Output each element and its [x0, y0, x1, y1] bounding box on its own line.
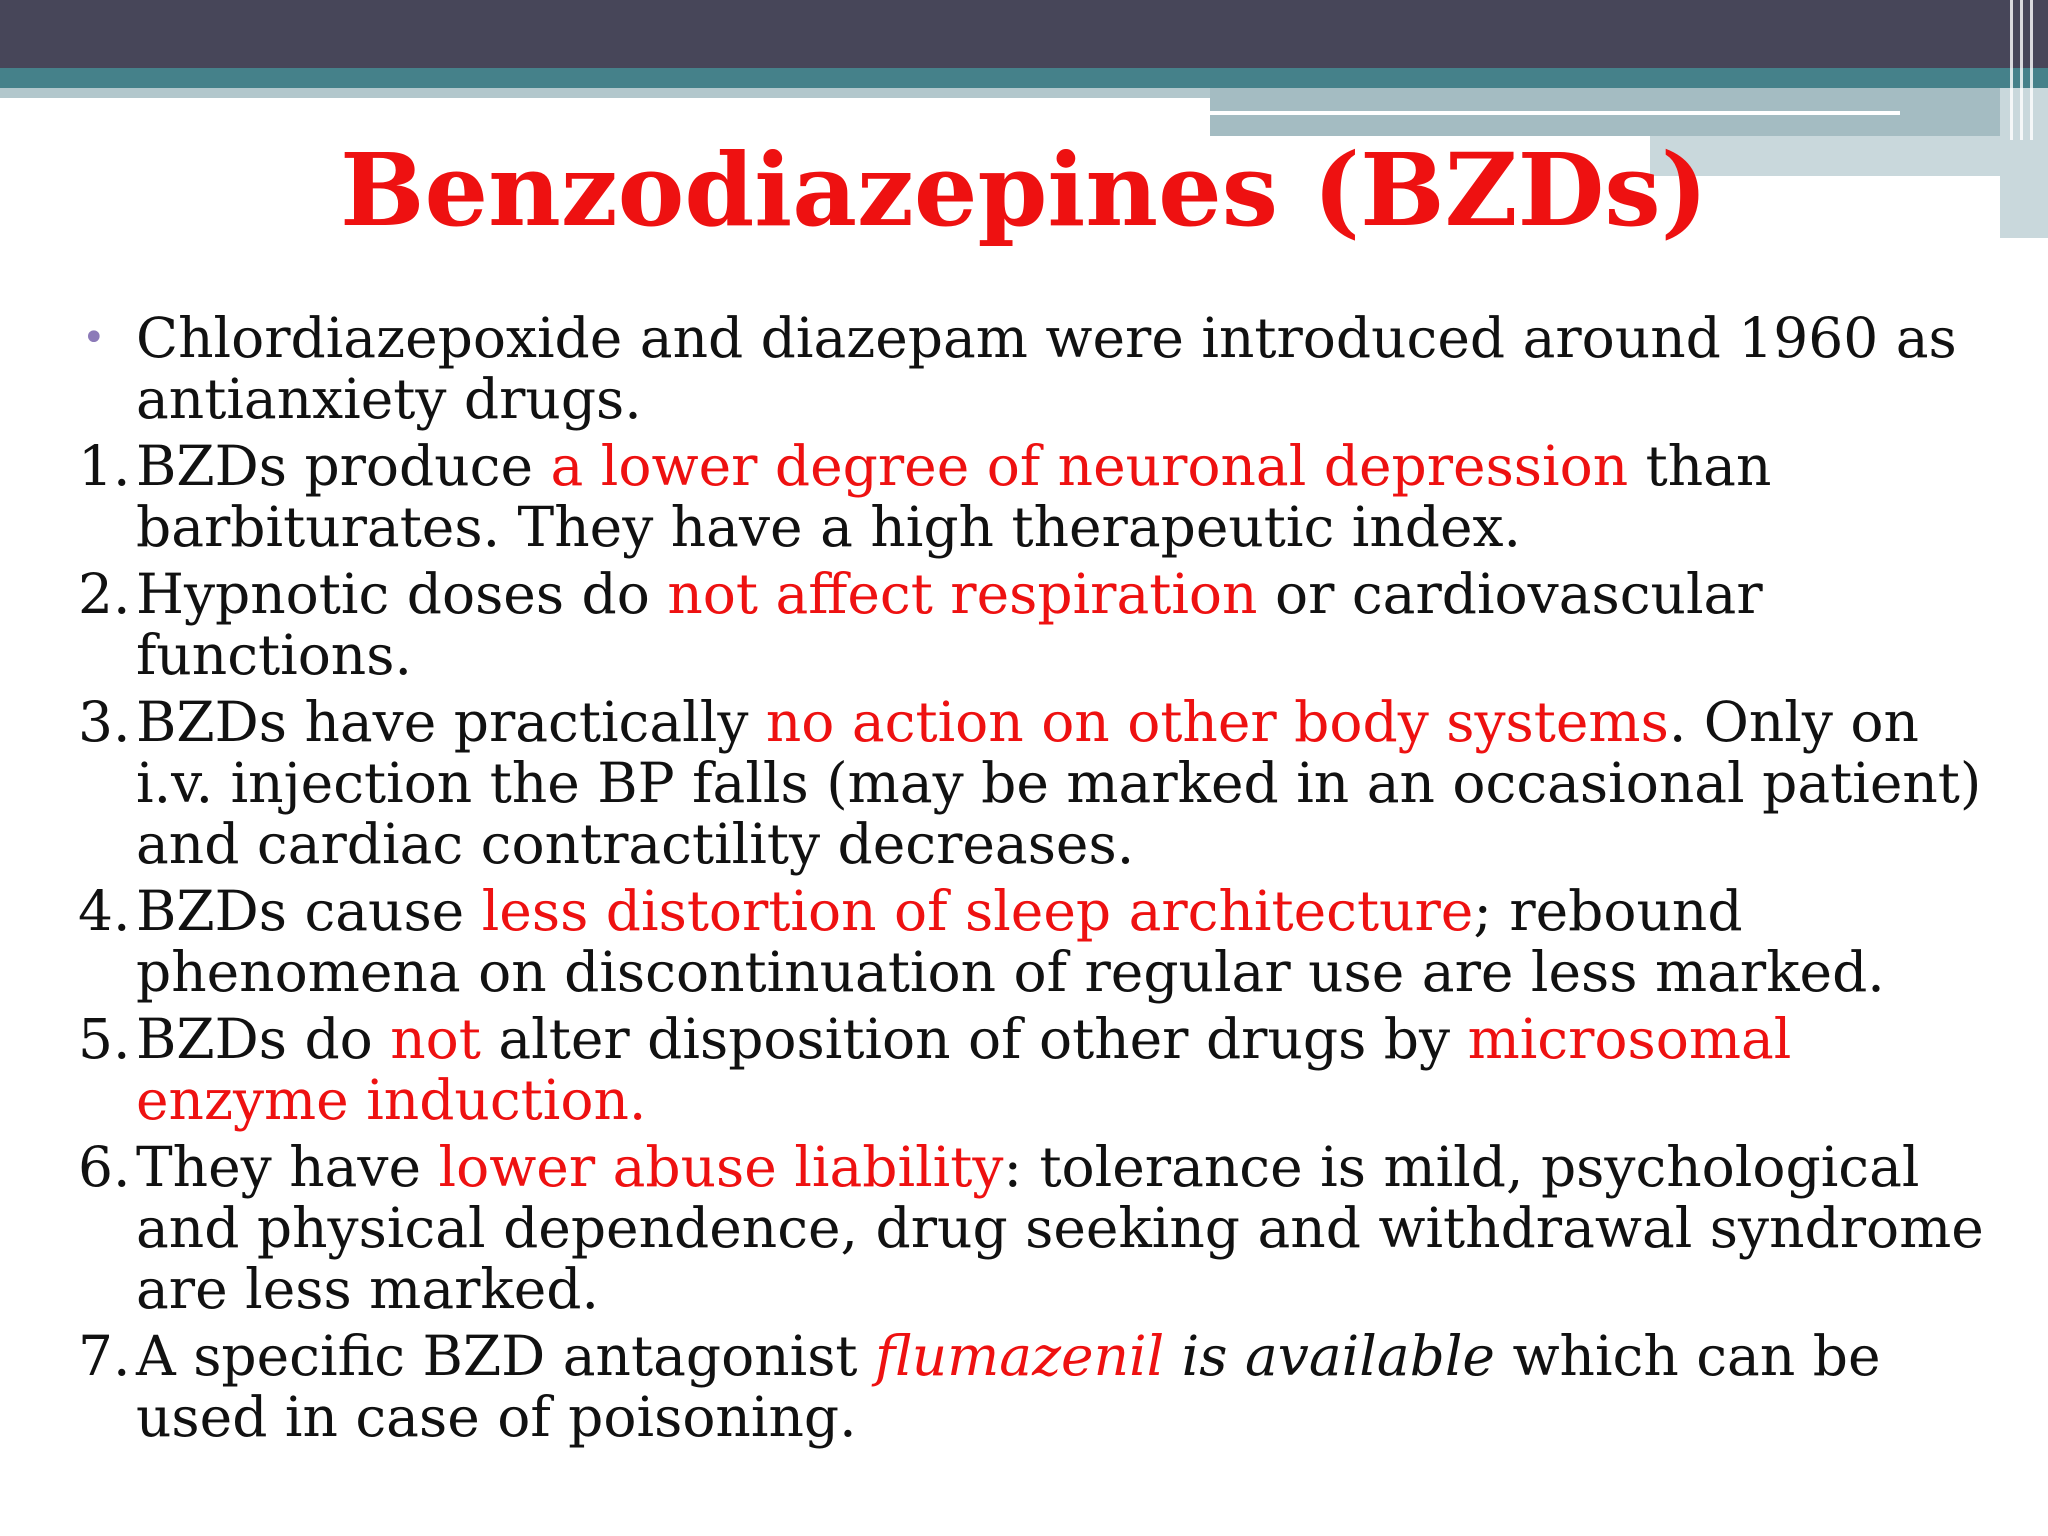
item-number: 7. [78, 1324, 131, 1388]
item-text: BZDs cause [136, 879, 482, 943]
item-number: 3. [78, 690, 131, 754]
item-text: They have [136, 1135, 439, 1199]
list-item-5 [78, 1009, 1998, 1131]
item-italic-text: is available [1164, 1324, 1495, 1388]
item-number: 6. [78, 1135, 131, 1199]
header-bar-teal [0, 68, 2048, 88]
header-bar-dark [0, 0, 2048, 68]
edge-stripes [2000, 0, 2048, 140]
list-item-1 [78, 436, 1998, 558]
header-bar-light [0, 88, 1210, 98]
slide-body [78, 308, 1998, 1454]
item-text: ; rebound phenomena on discontinuation of regular use are less marked. [136, 879, 1885, 1004]
item-highlight: lower abuse liability [438, 1135, 1004, 1199]
item-text: BZDs do [136, 1007, 391, 1071]
item-text: which can be used in case of poisoning. [136, 1324, 1881, 1449]
item-text: . Only on i.v. injection the BP falls (may be marked in an occasional patient) and cardiac contractility decreases. [136, 690, 1982, 876]
intro-bullet-item [78, 308, 1998, 430]
item-text: Hypnotic doses do [136, 562, 668, 626]
list-item-2 [78, 564, 1998, 686]
item-highlight: no action on other body systems [765, 690, 1669, 754]
item-number: 1. [78, 434, 131, 498]
item-text: : tolerance is mild, psychological and physical dependence, drug seeking and withdrawal syndrome are less marked. [136, 1135, 1984, 1321]
item-highlight-2: microsomal enzyme induction. [136, 1007, 1792, 1132]
bullet-dot-icon: • [82, 315, 106, 361]
item-text: BZDs have practically [136, 690, 766, 754]
item-text: BZDs produce [136, 434, 551, 498]
list-item-6 [78, 1137, 1998, 1320]
item-highlight: a lower degree of neuronal depression [550, 434, 1629, 498]
item-highlight: not affect respiration [667, 562, 1258, 626]
header-accent-line [1210, 111, 1900, 115]
item-highlight: flumazenil [875, 1324, 1165, 1388]
item-number: 2. [78, 562, 131, 626]
item-number: 5. [78, 1007, 131, 1071]
item-highlight: not [390, 1007, 481, 1071]
item-highlight: less distortion of sleep architecture [481, 879, 1474, 943]
item-text: than barbiturates. They have a high therapeutic index. [136, 434, 1772, 559]
item-text: alter disposition of other drugs by [480, 1007, 1468, 1071]
item-text: or cardiovascular functions. [136, 562, 1763, 687]
slide-title: Benzodiazepines (BZDs) [340, 131, 1708, 249]
list-item-3 [78, 692, 1998, 875]
list-item-7 [78, 1326, 1998, 1448]
list-item-4 [78, 881, 1998, 1003]
item-text: A specific BZD antagonist [136, 1324, 876, 1388]
intro-text: Chlordiazepoxide and diazepam were introduced around 1960 as antianxiety drugs. [136, 306, 1957, 431]
item-number: 4. [78, 879, 131, 943]
